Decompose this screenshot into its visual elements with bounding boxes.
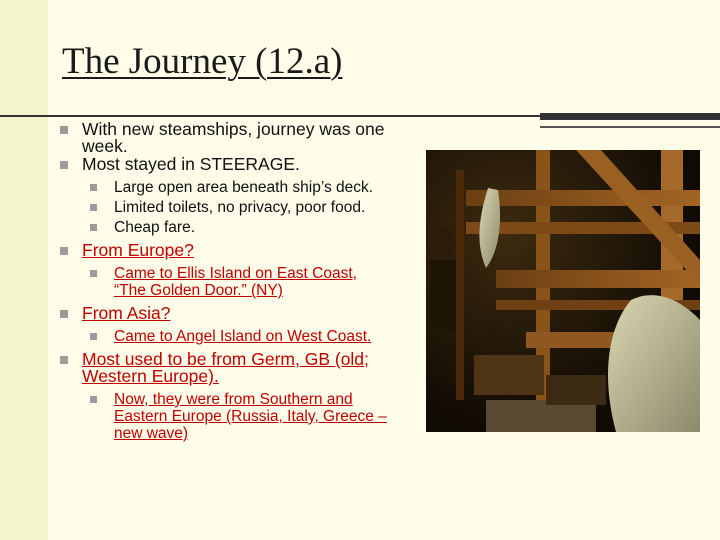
sub-bullet-text: Came to Angel Island on West Coast. xyxy=(114,328,372,345)
steerage-photo xyxy=(426,150,700,432)
square-bullet-icon xyxy=(60,247,68,255)
sub-bullet-item xyxy=(58,179,388,196)
sub-bullet-text: Limited toilets, no privacy, poor food. xyxy=(114,199,366,216)
square-bullet-icon xyxy=(90,396,97,403)
square-bullet-icon xyxy=(60,161,68,169)
title-divider-thin xyxy=(0,115,540,117)
sub-bullet-text: Cheap fare. xyxy=(114,219,195,236)
bullet-item xyxy=(58,242,388,259)
bullet-text: Most used to be from Germ, GB (old; Western Europe). xyxy=(82,349,369,386)
bullet-item xyxy=(58,351,388,385)
bullet-text: From Europe? xyxy=(82,240,194,260)
sub-bullet-item xyxy=(58,328,388,345)
square-bullet-icon xyxy=(60,310,68,318)
square-bullet-icon xyxy=(90,224,97,231)
sub-bullet-text: Came to Ellis Island on East Coast, “The Golden Door.” (NY) xyxy=(114,265,357,299)
left-accent-bar xyxy=(0,0,48,540)
square-bullet-icon xyxy=(90,184,97,191)
square-bullet-icon xyxy=(90,270,97,277)
bullet-item xyxy=(58,305,388,322)
sub-bullet-text: Now, they were from Southern and Eastern Europe (Russia, Italy, Greece – new wave) xyxy=(114,391,387,442)
bullet-text: From Asia? xyxy=(82,303,171,323)
bullet-list xyxy=(58,121,388,442)
sub-bullet-item xyxy=(58,219,388,236)
title-divider-right xyxy=(540,126,720,128)
bullet-text: With new steamships, journey was one week. xyxy=(82,119,385,156)
title-divider-thick xyxy=(540,113,720,120)
sub-bullet-item xyxy=(58,199,388,216)
bullet-item xyxy=(58,121,388,155)
bullet-text: Most stayed in STEERAGE. xyxy=(82,154,300,174)
square-bullet-icon xyxy=(60,126,68,134)
sub-bullet-item xyxy=(58,265,388,299)
square-bullet-icon xyxy=(90,333,97,340)
sub-bullet-item xyxy=(58,391,388,442)
slide-title: The Journey (12.a) xyxy=(62,41,343,82)
square-bullet-icon xyxy=(60,356,68,364)
sub-bullet-text: Large open area beneath ship’s deck. xyxy=(114,179,374,196)
bullet-item xyxy=(58,156,388,173)
square-bullet-icon xyxy=(90,204,97,211)
